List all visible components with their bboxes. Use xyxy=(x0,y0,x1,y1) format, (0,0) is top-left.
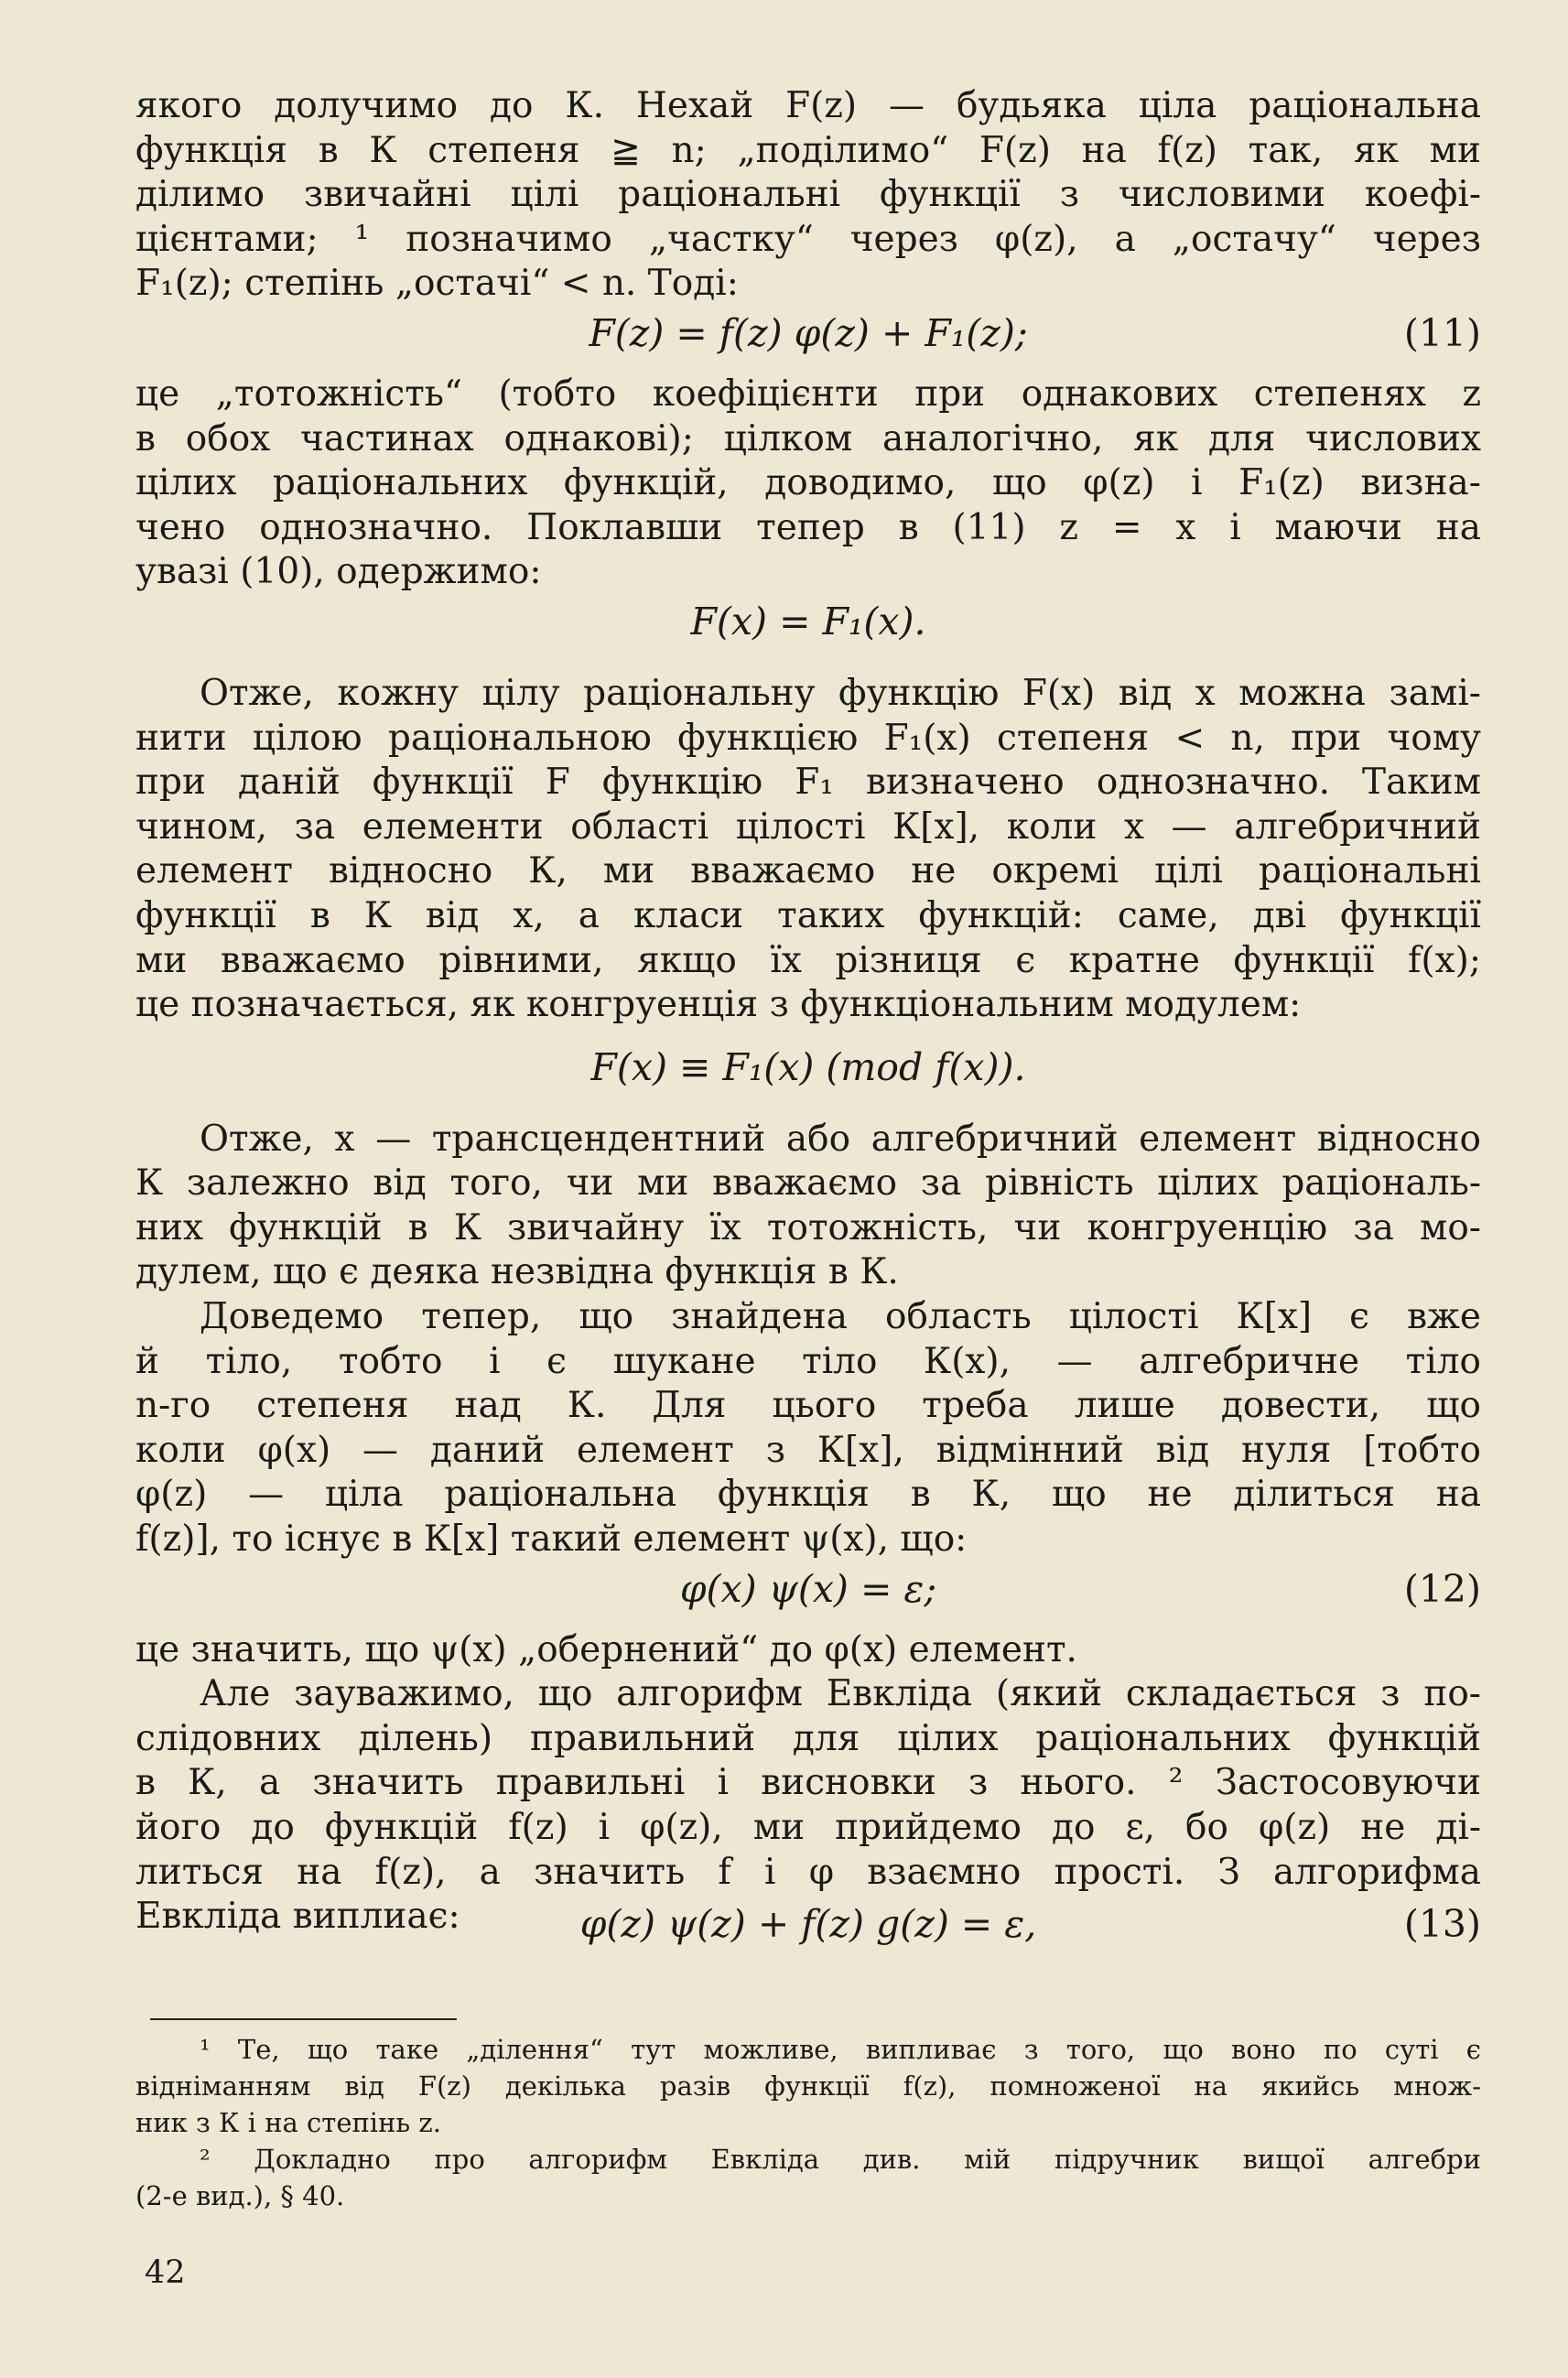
footnote-2 xyxy=(135,2141,1481,2214)
text-line: це значить, що ψ(x) „обернений“ до φ(x) елемент. xyxy=(135,1628,1077,1670)
text-line: функція в К степеня ≧ n; „поділимо“ F(z) на f(z) так, як ми xyxy=(135,129,1481,171)
text-line: них функцій в К звичайну їх тотожність, чи конгруенцію за мо- xyxy=(135,1206,1481,1248)
paragraph-4 xyxy=(135,1118,1481,1295)
paragraph-6 xyxy=(135,1628,1481,1673)
equation-11 xyxy=(135,307,1481,360)
text-line: чином, за елементи області цілості К[x], коли x — алгебричний xyxy=(135,805,1481,848)
text-line: цілих раціональних функцій, доводимо, що φ(z) і F₁(z) визна- xyxy=(135,462,1481,504)
paragraph-3 xyxy=(135,672,1481,1028)
equation-formula: φ(z) ψ(z) + f(z) g(z) = ε, xyxy=(579,1901,1037,1946)
text-line: коли φ(x) — даний елемент з К[x], відмінний від нуля [тобто xyxy=(135,1429,1481,1471)
text-line: Доведемо тепер, що знайдена область цілості К[x] є вже xyxy=(200,1296,1481,1338)
text-line: слідовних ділень) правильний для цілих раціональних функцій xyxy=(135,1717,1481,1759)
text-line: увазі (10), одержимо: xyxy=(135,551,542,593)
equation-number: (13) xyxy=(1403,1901,1481,1946)
paragraph-5 xyxy=(135,1295,1481,1562)
page-number: 42 xyxy=(145,2254,186,2291)
footnote-line: (2-е вид.), § 40. xyxy=(135,2179,345,2211)
equation-13 xyxy=(135,1897,1481,1951)
text-line: ділимо звичайні цілі раціональні функції з числовими коефі- xyxy=(135,174,1481,216)
equation-formula: F(x) ≡ F₁(x) (mod f(x)). xyxy=(590,1044,1026,1089)
text-line: елемент відносно К, ми вважаємо не окремі цілі раціональні xyxy=(135,850,1481,892)
equation-formula: F(z) = f(z) φ(z) + F₁(z); xyxy=(589,310,1028,355)
text-line: F₁(z); степінь „остачі“ < n. Тоді: xyxy=(135,263,739,305)
text-line: цієнтами; ¹ позначимо „частку“ через φ(z), а „остачу“ через xyxy=(135,218,1481,260)
text-line: Але зауважимо, що алгорифм Евкліда (який складається з по- xyxy=(200,1673,1481,1715)
page-body xyxy=(135,84,1481,2214)
text-line: це „тотожність“ (тобто коефіцієнти при однакових степенях z xyxy=(135,373,1481,415)
equation-number: (11) xyxy=(1403,310,1481,355)
text-line: якого долучимо до К. Нехай F(z) — будьяка ціла раціональна xyxy=(135,85,1481,126)
footnote-line: ник з К і на степінь z. xyxy=(135,2106,441,2138)
equation-number: (12) xyxy=(1403,1566,1481,1611)
text-line: це позначається, як конгруенція з функціональним модулем: xyxy=(135,984,1302,1026)
text-line: ми вважаємо рівними, якщо їх різниця є кратне функції f(x); xyxy=(135,939,1481,981)
equation-formula: F(x) = F₁(x). xyxy=(690,599,926,643)
text-line: φ(z) — ціла раціональна функція в К, що не ділиться на xyxy=(135,1474,1481,1516)
text-line: n-го степеня над К. Для цього треба лише довести, що xyxy=(135,1385,1481,1427)
text-line: литься на f(z), а значить f і φ взаємно прості. З алгорифма xyxy=(135,1851,1481,1893)
text-line: функції в К від x, а класи таких функцій: саме, дві функції xyxy=(135,894,1481,936)
footnote-line: ² Докладно про алгорифм Евкліда див. мій підручник вищої алгебри xyxy=(200,2143,1481,2175)
equation-fx xyxy=(135,595,1481,648)
text-line: в К, а значить правильні і висновки з нього. ² Застосовуючи xyxy=(135,1762,1481,1804)
text-line: нити цілою раціональною функцією F₁(x) степеня < n, при чому xyxy=(135,717,1481,759)
text-line: в обох частинах однакові); цілком аналогічно, як для числових xyxy=(135,417,1481,459)
text-line: при даній функції F функцію F₁ визначено однозначно. Таким xyxy=(135,762,1481,804)
footnote-divider xyxy=(150,2018,457,2020)
text-line: Отже, кожну цілу раціональну функцію F(x) від x можна замі- xyxy=(200,672,1481,714)
text-line: Евкліда виплиає: xyxy=(135,1896,460,1938)
text-line: й тіло, тобто і є шукане тіло К(x), — алгебричне тіло xyxy=(135,1340,1481,1382)
equation-12 xyxy=(135,1562,1481,1616)
equation-congruence xyxy=(135,1041,1481,1094)
footnote-line: ¹ Те, що таке „ділення“ тут можливе, випливає з того, що воно по суті є xyxy=(200,2033,1481,2065)
text-line: f(z)], то існує в К[x] такий елемент ψ(x), що: xyxy=(135,1519,968,1561)
text-line: дулем, що є деяка незвідна функція в К. xyxy=(135,1251,899,1293)
text-line: чено однозначно. Поклавши тепер в (11) z = x і маючи на xyxy=(135,506,1481,548)
text-line: Отже, x — трансцендентний або алгебричний елемент відносно xyxy=(200,1118,1481,1160)
paragraph-1 xyxy=(135,84,1481,307)
text-line: його до функцій f(z) і φ(z), ми прийдемо до ε, бо φ(z) не ді- xyxy=(135,1807,1481,1848)
paragraph-2 xyxy=(135,373,1481,595)
text-line: К залежно від того, чи ми вважаємо за рівність цілих раціональ- xyxy=(135,1162,1481,1205)
footnote-1 xyxy=(135,2031,1481,2141)
footnote-line: відніманням від F(z) декілька разів функції f(z), помноженої на якийсь множ- xyxy=(135,2070,1481,2102)
equation-formula: φ(x) ψ(x) = ε; xyxy=(679,1566,937,1611)
